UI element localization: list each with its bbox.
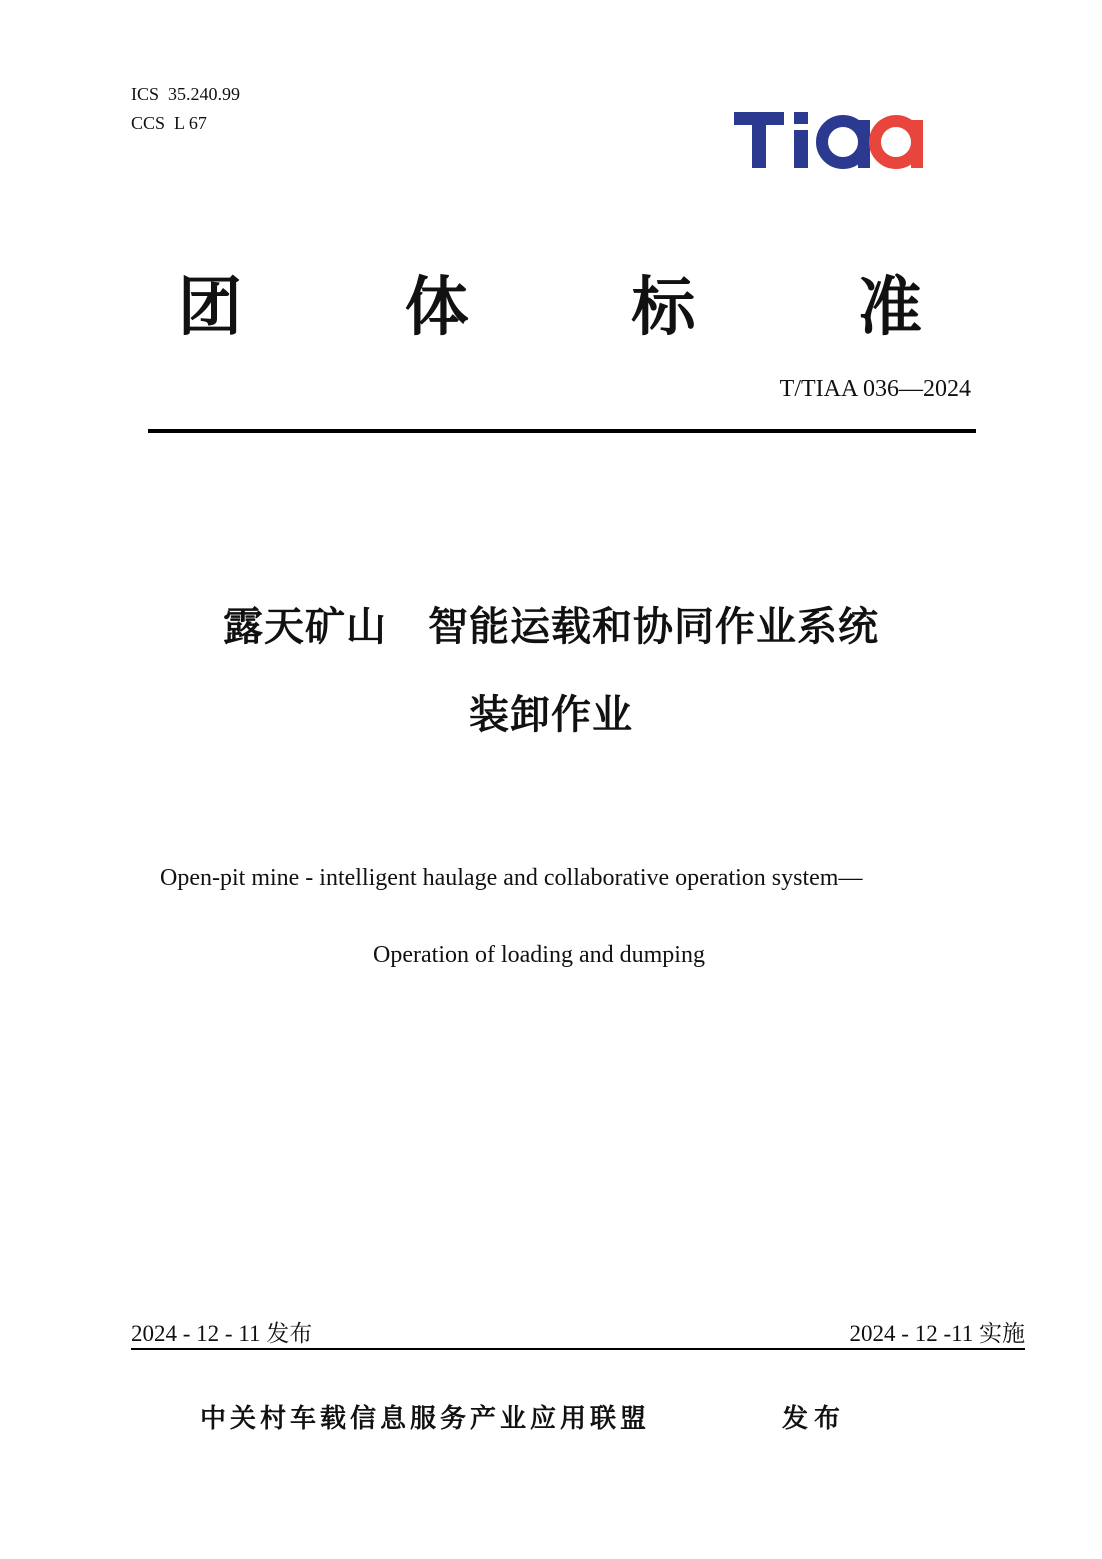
chinese-title-line-2: 装卸作业 [469,692,633,738]
implement-date-label: 实施 [979,1321,1025,1347]
publisher-suffix: 发布 [782,1404,847,1434]
english-title-line-1: Open-pit mine - intelligent haulage and collaborative operation system— [160,865,863,891]
implement-date [850,1320,1025,1348]
date-divider [131,1348,1025,1350]
ccs-code: CCS L 67 [131,113,207,133]
standard-number: T/TIAA 036—2024 [779,376,971,402]
publish-date-value: 2024 - 12 - 11 [131,1321,261,1346]
english-title-line-2: Operation of loading and dumping [373,942,705,968]
doc-type-char: 标 [631,271,696,345]
doc-type-char: 体 [404,271,469,345]
doc-type-char: 团 [178,271,242,345]
ics-code: ICS 35.240.99 [131,84,241,104]
header-divider [148,429,976,433]
tiaa-logo [734,110,926,170]
implement-date-value: 2024 - 12 -11 [849,1321,974,1346]
chinese-title-line-1: 露天矿山 智能运载和协同作业系统 [223,604,879,650]
publish-date-label: 发布 [266,1321,313,1347]
publisher-name: 中关村车载信息服务产业应用联盟 [200,1404,651,1434]
doc-type-char: 准 [857,271,922,345]
publish-date [131,1320,312,1348]
document-type-heading [170,268,930,348]
